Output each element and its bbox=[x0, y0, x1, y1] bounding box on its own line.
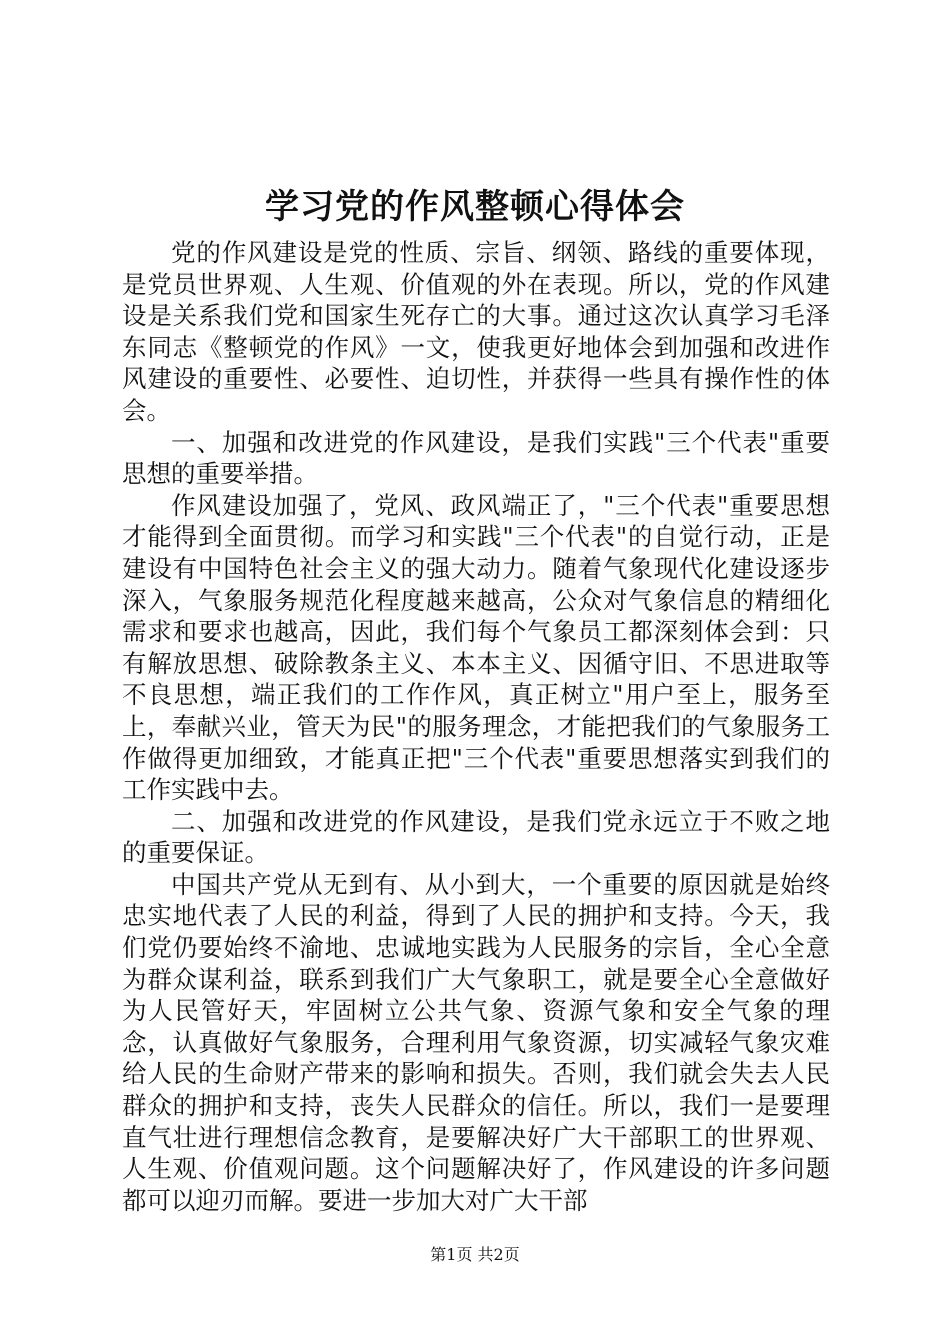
document-title: 学习党的作风整顿心得体会 bbox=[265, 187, 685, 227]
paragraph-heading-one: 一、加强和改进党的作风建设，是我们实践"三个代表"重要思想的重要举措。 bbox=[122, 427, 830, 489]
page-footer: 第1页 共2页 bbox=[430, 1245, 520, 1264]
paragraph-heading-two: 二、加强和改进党的作风建设，是我们党永远立于不败之地的重要保证。 bbox=[122, 806, 830, 868]
document-body bbox=[122, 237, 830, 1216]
paragraph-section-two: 中国共产党从无到有、从小到大，一个重要的原因就是始终忠实地代表了人民的利益，得到了人民的拥护和支持。今天，我们党仍要始终不渝地、忠诚地实践为人民服务的宗旨，全心全意为群众谋利益，联系到我们广大气象职工，就是要全心全意做好为人民管好天，牢固树立公共气象、资源气象和安全气象的理念，认真做好气象服务，合理利用气象资源，切实减轻气象灾难给人民的生命财产带来的影响和损失。否则，我们就会失去人民群众的拥护和支持，丧失人民群众的信任。所以，我们一是要理直气壮进行理想信念教育，是要解决好广大干部职工的世界观、人生观、价值观问题。这个问题解决好了，作风建设的许多问题都可以迎刃而解。要进一步加大对广大干部 bbox=[122, 869, 830, 1215]
paragraph-section-one: 作风建设加强了，党风、政风端正了，"三个代表"重要思想才能得到全面贯彻。而学习和实践"三个代表"的自觉行动，正是建设有中国特色社会主义的强大动力。随着气象现代化建设逐步深入，气象服务规范化程度越来越高，公众对气象信息的精细化需求和要求也越高，因此，我们每个气象员工都深刻体会到：只有解放思想、破除教条主义、本本主义、因循守旧、不思进取等不良思想，端正我们的工作作风，真正树立"用户至上，服务至上，奉献兴业，管天为民"的服务理念，才能把我们的气象服务工作做得更加细致，才能真正把"三个代表"重要思想落实到我们的工作实践中去。 bbox=[122, 490, 830, 805]
paragraph-intro: 党的作风建设是党的性质、宗旨、纲领、路线的重要体现，是党员世界观、人生观、价值观的外在表现。所以，党的作风建设是关系我们党和国家生死存亡的大事。通过这次认真学习毛泽东同志《整顿党的作风》一文，使我更好地体会到加强和改进作风建设的重要性、必要性、迫切性，并获得一些具有操作性的体会。 bbox=[122, 238, 830, 425]
